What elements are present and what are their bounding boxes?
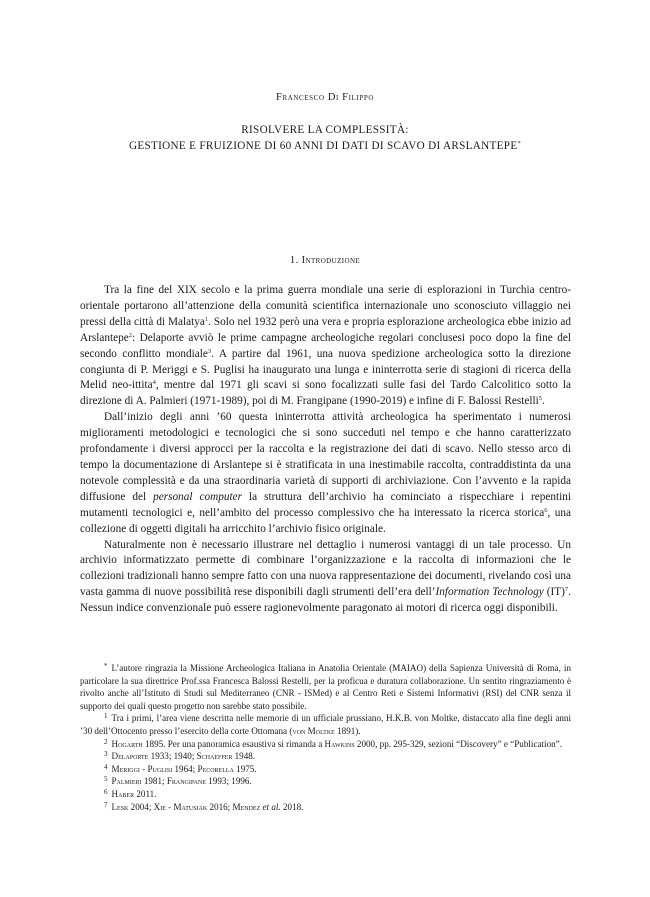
footnote-4 bbox=[80, 763, 571, 776]
title-line-2-text: GESTIONE E FRUIZIONE DI 60 ANNI DI DATI DI SCAVO DI ARSLANTEPE bbox=[128, 140, 518, 152]
author-ref: Palmieri bbox=[111, 776, 142, 787]
author-ref: von Moltke bbox=[292, 725, 335, 736]
author-ref: Xie - Matusiak bbox=[153, 801, 208, 812]
footnote-mark: * bbox=[104, 662, 108, 670]
author-ref: Meriggi - Puglisi bbox=[111, 763, 173, 774]
text: , mentre dal 1971 gli scavi si sono focalizzati sulle fasi del Tardo Calcolitico sotto la direzione di A. Palmieri (1971-1989), poi di M. Frangipane (1990-2019) e infine di F. Balossi Restelli bbox=[80, 379, 571, 408]
footnote-ref: 2 bbox=[128, 331, 132, 339]
footnote-7 bbox=[80, 801, 571, 814]
text: 1948. bbox=[232, 751, 256, 762]
text: 1933; 1940; bbox=[148, 751, 197, 762]
author-name: Francesco Di Filippo bbox=[276, 92, 374, 103]
article-title bbox=[0, 122, 650, 154]
footnote-mark: 5 bbox=[104, 775, 108, 784]
text: 2018. bbox=[280, 801, 304, 812]
text: , una collezione di oggetti digitali ha arricchito l’archivio fisico originale. bbox=[80, 506, 571, 535]
footnote-mark: 6 bbox=[104, 787, 108, 796]
text: . Solo nel 1932 però una vera e propria esplorazione archeologica ebbe inizio ad Arslantepe bbox=[80, 315, 571, 344]
title-footnote-mark: * bbox=[517, 140, 522, 147]
footnote-ref: 4 bbox=[152, 379, 156, 387]
author-ref: Pecorella bbox=[197, 763, 234, 774]
text: 1895. Per una panoramica esaustiva si rimanda a bbox=[142, 738, 325, 749]
text: . A partire dal 1961, una nuova spedizione archeologica sotto la direzione congiunta di P. Meriggi e S. Puglisi ha inaugurato una lunga e ininterrotta serie di stagioni di ricerca della Melid neo-ittita bbox=[80, 347, 571, 392]
footnote-ref: 6 bbox=[544, 506, 548, 514]
footnote-ref: 3 bbox=[207, 347, 212, 355]
footnote-star bbox=[80, 662, 571, 712]
footnote-ref: 5 bbox=[538, 395, 542, 403]
text: 1993; 1996. bbox=[206, 776, 252, 787]
author-ref: Frangipane bbox=[166, 776, 207, 787]
text: : Delaporte avviò le prime campagne archeologiche regolari conclusesi poco dopo la fine del secondo conflitto mondiale bbox=[80, 331, 571, 360]
footnote-mark: 4 bbox=[104, 762, 108, 771]
italic-term: et al. bbox=[262, 801, 281, 812]
section-heading: 1. Introduzione bbox=[289, 255, 361, 266]
footnote-5 bbox=[80, 775, 571, 788]
text: la struttura dell’archivio ha cominciato a rispecchiare i repentini mutamenti tecnologici e, nell’ambito del processo complessivo che ha interessato la ricerca storica bbox=[80, 490, 571, 519]
footnote-6 bbox=[80, 788, 571, 801]
text: . bbox=[541, 395, 545, 408]
paragraph-3 bbox=[80, 538, 571, 618]
text: 2011. bbox=[134, 788, 157, 799]
author-ref: Schaeffer bbox=[196, 751, 233, 762]
footnote-ref: 1 bbox=[204, 315, 209, 323]
title-line-1: RISOLVERE LA COMPLESSITÀ: bbox=[241, 124, 409, 136]
footnote-mark: 7 bbox=[104, 800, 108, 809]
text: 1964; bbox=[172, 763, 198, 774]
text: Dall’inizio degli anni ’60 questa ininterrotta attività archeologica ha sperimentato i numerosi miglioramenti metodologici e tecnologici che si sono succeduti nel tempo e che hanno caratterizzato profondamente i diversi approcci per la raccolta e la registrazione dei dati di scavo. Nello stesso arco di tempo la documentazione di Arslantepe si è stratificata in una inestimabile raccolta, contraddistinta da una notevole complessità e da una straordinaria varietà di supporti di archiviazione. Con l’avvento e la rapida diffusione del bbox=[80, 411, 571, 503]
author-ref: Haber bbox=[111, 788, 135, 799]
footnote-mark: 1 bbox=[104, 712, 108, 721]
author-ref: Hawkins bbox=[324, 738, 355, 749]
title-line-2 bbox=[0, 138, 650, 154]
text: 1891). bbox=[334, 725, 361, 736]
author-ref: Mendez bbox=[232, 801, 261, 812]
footnote-3 bbox=[80, 750, 571, 763]
footnote-2 bbox=[80, 738, 571, 751]
paragraph-2 bbox=[80, 410, 571, 537]
text: L’autore ringrazia la Missione Archeologica Italiana in Anatolia Orientale (MAIAO) della Sapienza Università di Roma, in particolare la sua direttrice Prof.ssa Francesca Balossi Restelli, per la proficua e duratura collaborazione. Un sentito ringraziamento è rivolto anche all’Istituto di Studi sul Mediterraneo (CNR - ISMed) e al Centro Reti e Sistemi Informativi (RSI) del CNR senza il supporto dei quali questo progetto non sarebbe stato possibile. bbox=[80, 663, 571, 711]
footnotes bbox=[80, 662, 571, 813]
text: Tra i primi, l’area viene descritta nelle memorie di un ufficiale prussiano, H.K.B. von Moltke, distaccato alla fine degli anni ’30 dell’Ottocento presso l’esercito della corte Ottomana ( bbox=[80, 713, 571, 736]
text: 1981; bbox=[141, 776, 167, 787]
text: Naturalmente non è necessario illustrare nel dettaglio i numerosi vantaggi di un tale processo. Un archivio informatizzato permette di combinare l’organizzazione e la raccolta di informazioni che le collezioni tradizionali hanno sempre fatto con una nuova rappresentazione dei documenti, rivelando così una vasta gamma di nuove possibilità rese disponibili dagli strumenti dell’era dell’ bbox=[80, 538, 571, 599]
text: 2000, pp. 295-329, sezioni “Discovery” e “Publication”. bbox=[354, 738, 562, 749]
text: 2004; bbox=[128, 801, 154, 812]
footnote-ref: 7 bbox=[564, 586, 569, 594]
text: . Nessun indice convenzionale può essere ragionevolmente paragonato ai motori di ricerca oggi disponibili. bbox=[80, 586, 571, 615]
author-ref: Lesk bbox=[111, 801, 129, 812]
text: (IT) bbox=[543, 586, 565, 599]
footnote-mark: 3 bbox=[104, 750, 108, 759]
italic-term: personal computer bbox=[153, 490, 242, 503]
italic-term: Information Technology bbox=[435, 586, 544, 599]
paragraph-1 bbox=[80, 283, 571, 410]
text: Tra la fine del XIX secolo e la prima guerra mondiale una serie di esplorazioni in Turchia centro-orientale portarono all’attenzione della comunità scientifica internazionale uno sconosciuto villaggio nei pressi della città di Malatya bbox=[80, 284, 571, 328]
text: 1975. bbox=[233, 763, 257, 774]
text: 2016; bbox=[207, 801, 233, 812]
article-body bbox=[80, 283, 571, 617]
footnote-1 bbox=[80, 712, 571, 737]
author-ref: Hogarth bbox=[111, 738, 143, 749]
footnote-mark: 2 bbox=[104, 737, 108, 746]
author-ref: Delaporte bbox=[111, 751, 149, 762]
